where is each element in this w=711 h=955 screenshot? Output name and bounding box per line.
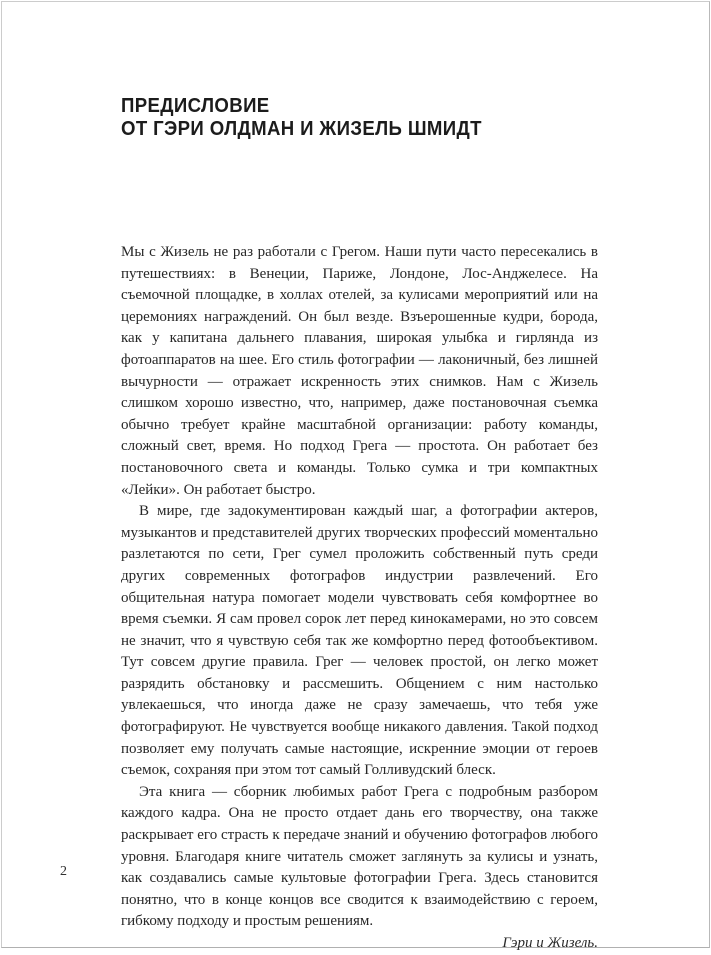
chapter-title	[121, 95, 482, 141]
title-line-1: ПРЕДИСЛОВИЕ	[121, 95, 270, 117]
paragraph-2: В мире, где задокументирован каждый шаг, а фотографии актеров, музыкантов и представителей других творческих профессий моментально разлетаются по сети, Грег сумел проложить собственный путь среди других современных фотографов индустрии развлечений. Его общительная натура помогает модели чувствовать себя комфортнее во время съемки. Я сам провел сорок лет перед кинокамерами, но это совсем не значит, что я чувствую себя так же комфортно перед фотообъективом. Тут совсем другие правила. Грег — человек простой, он легко может разрядить обстановку и рассмешить. Общением с ним настолько увлекаешься, что иногда даже не сразу замечаешь, что тебя уже фотографируют. Не чувствуется вообще никакого давления. Такой подход позволяет ему получать самые настоящие, искренние эмоции от героев съемок, сохраняя при этом тот самый Голливудский блеск.	[121, 503, 598, 779]
signature: Гэри и Жизель.	[502, 935, 598, 951]
preface-text	[121, 242, 598, 955]
book-page	[1, 1, 710, 951]
page-number: 2	[60, 864, 67, 879]
paragraph-1: Мы с Жизель не раз работали с Грегом. Наши пути часто пересекались в путешествиях: в Венеции, Париже, Лондоне, Лос-Анджелесе. На съемочной площадке, в холлах отелей, за кулисами мероприятий или на церемониях награждений. Он был везде. Взъерошенные кудри, борода, как у капитана дальнего плавания, широкая улыбка и гирлянда из фотоаппаратов на шее. Его стиль фотографии — лаконичный, без лишней вычурности — отражает искренность этих снимков. Нам с Жизель слишком хорошо известно, что, например, даже постановочная съемка обычно требует крайне масштабной организации: работу команды, сложный свет, время. Но подход Грега — простота. Он работает без постановочного света и команды. Только сумка и три компактных «Лейки». Он работает быстро.	[121, 244, 598, 498]
title-line-2: ОТ ГЭРИ ОЛДМАН И ЖИЗЕЛЬ ШМИДТ	[121, 118, 482, 140]
paragraph-3: Эта книга — сборник любимых работ Грега с подробным разбором каждого кадра. Она не просто отдает дань его творчеству, она также раскрывает его страсть к передаче знаний и обучению фотографов любого уровня. Благодаря книге читатель сможет заглянуть за кулисы и узнать, как создавались самые культовые фотографии Грега. Здесь становится понятно, что в конце концов все сводится к взаимодействию с героем, гибкому подходу и простым решениям.	[121, 783, 598, 930]
